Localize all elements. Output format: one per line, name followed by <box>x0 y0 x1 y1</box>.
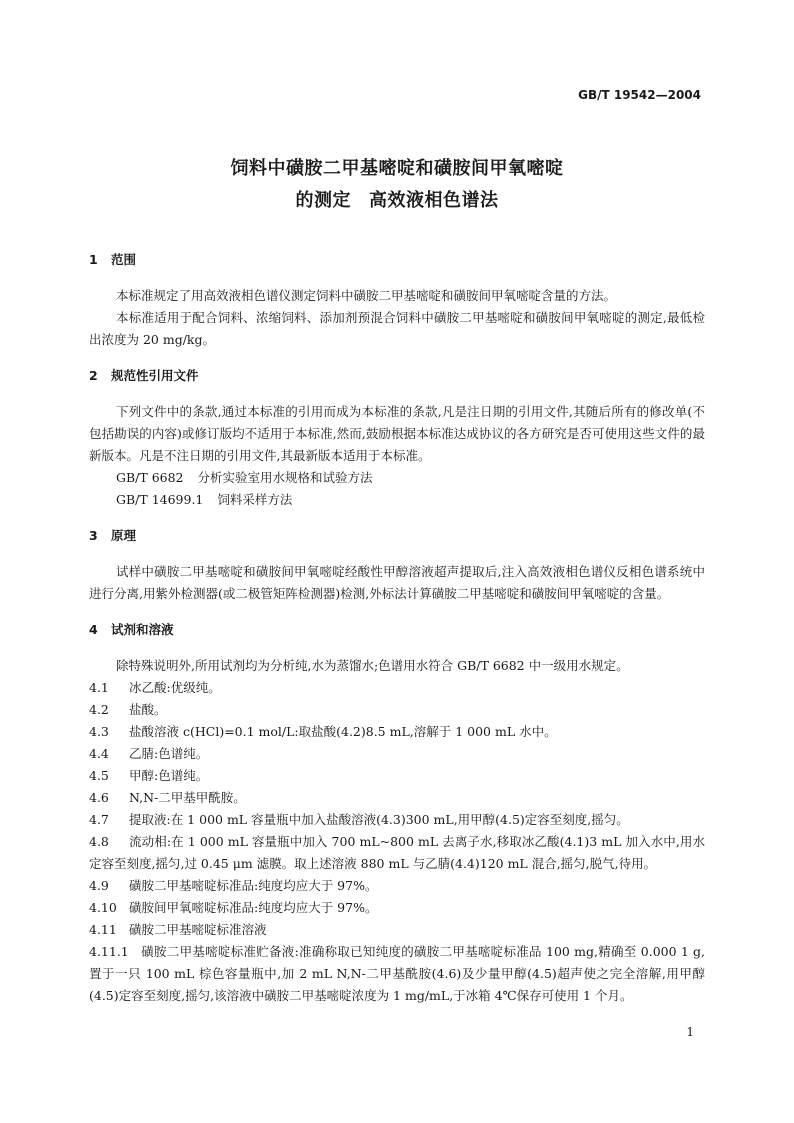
clause <box>89 787 705 809</box>
clause <box>89 919 705 941</box>
clause-number: 4.2 <box>89 702 109 717</box>
paragraph: 除特殊说明外,所用试剂均为分析纯,水为蒸馏水;色谱用水符合 GB/T 6682 中一级用水规定。 <box>116 658 629 673</box>
reference-title: 饲料采样方法 <box>217 492 293 507</box>
standard-number: GB/T 19542—2004 <box>578 88 701 102</box>
clause-text: 流动相:在 1 000 mL 容量瓶中加入 700 mL~800 mL 去离子水,移取冰乙酸(4.1)3 mL 加入水中,用水定容至刻度,摇匀,过 0.45 μm 滤膜。取上述溶液 880 mL 与乙腈(4.4)120 mL 混合,摇匀,脱气,待用。 <box>89 834 705 871</box>
clause <box>89 721 705 743</box>
clause-number: 4.10 <box>89 900 117 915</box>
clause <box>89 765 705 787</box>
title-part-b: 高效液相色谱法 <box>369 190 499 211</box>
clause-text: 乙腈:色谱纯。 <box>129 746 209 761</box>
clause-text: 提取液:在 1 000 mL 容量瓶中加入盐酸溶液(4.3)300 mL,用甲醇(4.5)定容至刻度,摇匀。 <box>129 812 629 827</box>
reference-code: GB/T 6682 <box>116 470 184 485</box>
clause-number: 4.6 <box>89 790 109 805</box>
reference-item <box>89 489 705 511</box>
title-part-a: 的测定 <box>295 190 351 211</box>
clause-text: 冰乙酸:优级纯。 <box>129 680 221 695</box>
clause-number: 4.1 <box>89 680 109 695</box>
clause-text: 盐酸溶液 c(HCl)=0.1 mol/L:取盐酸(4.2)8.5 mL,溶解于 1 000 mL 水中。 <box>129 724 557 739</box>
clause <box>89 677 705 699</box>
clause-number: 4.5 <box>89 768 109 783</box>
paragraph: 本标准适用于配合饲料、浓缩饲料、添加剂预混合饲料中磺胺二甲基嘧啶和磺胺间甲氧嘧啶的测定,最低检出浓度为 20 mg/kg。 <box>89 310 705 347</box>
clause-number: 4.4 <box>89 746 109 761</box>
clause <box>89 875 705 897</box>
section-number: 2 <box>89 368 98 383</box>
document-body <box>89 249 705 1007</box>
clause-number: 4.7 <box>89 812 109 827</box>
clause <box>89 941 705 1007</box>
paragraph: 本标准规定了用高效液相色谱仪测定饲料中磺胺二甲基嘧啶和磺胺间甲氧嘧啶含量的方法。 <box>116 288 617 303</box>
clause-number: 4.3 <box>89 724 109 739</box>
clause <box>89 699 705 721</box>
page-number: 1 <box>686 1025 694 1039</box>
clause <box>89 831 705 875</box>
section-heading-principle <box>89 525 705 547</box>
section-title: 规范性引用文件 <box>111 368 199 383</box>
clause-number: 4.11 <box>89 922 117 937</box>
section-title: 原理 <box>111 528 137 543</box>
clause-number: 4.9 <box>89 878 109 893</box>
paragraph: 下列文件中的条款,通过本标准的引用而成为本标准的条款,凡是注日期的引用文件,其随后所有的修改单(不包括勘误的内容)或修订版均不适用于本标准,然而,鼓励根据本标准达成协议的各方研究是否可使用这些文件的最新版本。凡是不注日期的引用文件,其最新版本适用于本标准。 <box>89 404 705 463</box>
section-heading-reagents <box>89 619 705 641</box>
clause <box>89 897 705 919</box>
document-title-line1: 饲料中磺胺二甲基嘧啶和磺胺间甲氧嘧啶 <box>230 158 564 179</box>
clause-number: 4.11.1 <box>89 944 129 959</box>
reference-item <box>89 467 705 489</box>
section-title: 试剂和溶液 <box>111 622 174 637</box>
section-heading-scope <box>89 249 705 271</box>
section-number: 4 <box>89 622 98 637</box>
clause-text: 磺胺二甲基嘧啶标准品:纯度均应大于 97%。 <box>129 878 378 893</box>
clause <box>89 743 705 765</box>
document-title-line2 <box>0 186 794 212</box>
clause-text: 甲醇:色谱纯。 <box>129 768 209 783</box>
section-heading-references <box>89 365 705 387</box>
reference-title: 分析实验室用水规格和试验方法 <box>197 470 373 485</box>
reference-code: GB/T 14699.1 <box>116 492 204 507</box>
section-number: 1 <box>89 252 98 267</box>
clause-text: 磺胺间甲氧嘧啶标准品:纯度均应大于 97%。 <box>129 900 378 915</box>
clause-text: 磺胺二甲基嘧啶标准贮备液:准确称取已知纯度的磺胺二甲基嘧啶标准品 100 mg,精确至 0.000 1 g,置于一只 100 mL 棕色容量瓶中,加 2 mL N,N-二甲基酰胺(4.6)及少量甲醇(4.5)超声使之完全溶解,用甲醇(4.5)定容至刻度,摇匀,该溶液中磺胺二甲基嘧啶浓度为 1 mg/mL,于冰箱 4℃保存可使用 1 个月。 <box>89 944 705 1003</box>
clause-text: 盐酸。 <box>129 702 167 717</box>
paragraph: 试样中磺胺二甲基嘧啶和磺胺间甲氧嘧啶经酸性甲醇溶液超声提取后,注入高效液相色谱仪反相色谱系统中进行分离,用紫外检测器(或二极管矩阵检测器)检测,外标法计算磺胺二甲基嘧啶和磺胺间甲氧嘧啶的含量。 <box>89 564 705 601</box>
section-title: 范围 <box>111 252 137 267</box>
clause-text: 磺胺二甲基嘧啶标准溶液 <box>129 922 267 937</box>
clause <box>89 809 705 831</box>
clause-text: N,N-二甲基甲酰胺。 <box>129 790 246 805</box>
clause-number: 4.8 <box>89 834 109 849</box>
section-number: 3 <box>89 528 98 543</box>
